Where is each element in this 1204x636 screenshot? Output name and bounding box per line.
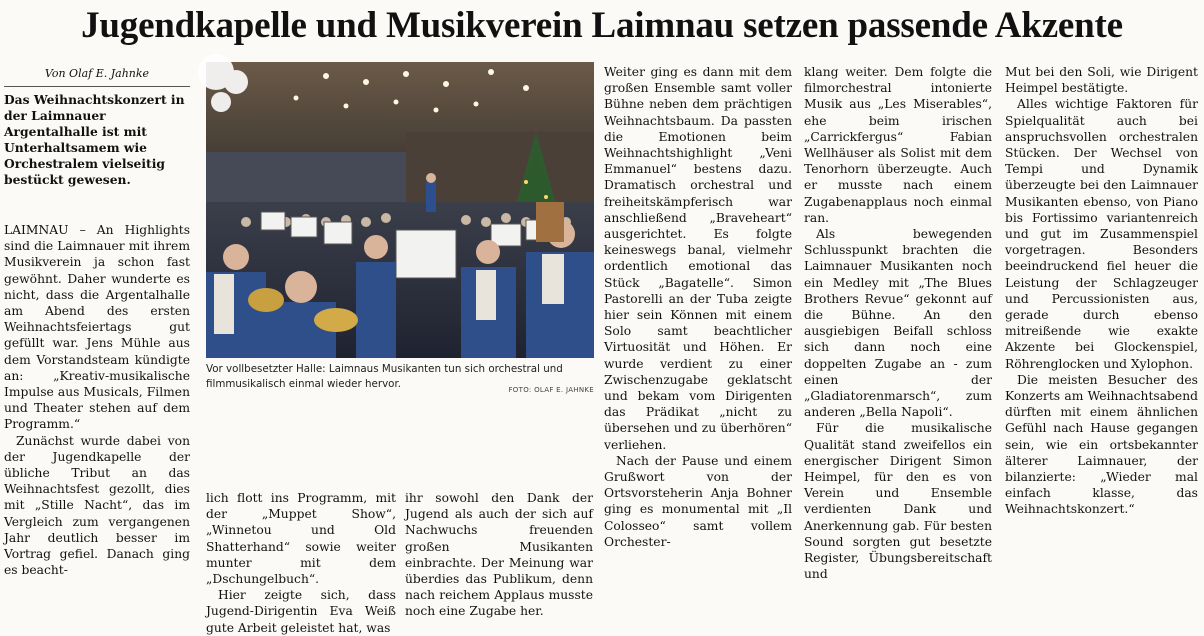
article-column-2: [206, 490, 396, 635]
body-paragraph: Nach der Pause und einem Grußwort von der Ortsvorsteherin Anja Bohner ging es monumental mit „Il Colosseo“ samt vollem Orchester-: [604, 453, 792, 549]
body-paragraph: ihr sowohl den Dank der Jugend als auch der sich auf Nachwuchs freuenden großen Musikanten einbrachte. Der Meinung war überdies das Publikum, denn nach reichem Applaus musste noch eine Zugabe her.: [405, 491, 593, 619]
article-column-5: [804, 64, 992, 582]
body-paragraph: Mut bei den Soli, wie Dirigent Heimpel bestätigte.: [1005, 65, 1198, 96]
article-column-1: [4, 222, 190, 578]
body-paragraph: Weiter ging es dann mit dem großen Ensemble samt voller Bühne neben dem prächtigen Weihnachtsbaum. Da passten die Emotionen beim Weihnachtshighlight „Veni Emmanuel“ bestens dazu. Dramatisch orchestral und freiheitskämpferisch war anschließend „Braveheart“ ausgerichtet. Es folgte keineswegs banal, vielmehr ordentlich emotional das Stück „Bagatelle“. Simon Pastorelli an der Tuba zeigte hier sein Können mit einem Solo samt beachtlicher Virtuosität und Höhen. Er wurde verdient zu einer Zwischenzugabe geklatscht und bekam vom Dirigenten das Prädikat „nicht zu übersehen und zu überhören“ verliehen.: [604, 65, 792, 452]
body-paragraph: lich flott ins Programm, mit der „Muppet Show“, „Winnetou und Old Shatterhand“ sowie weiter munter mit dem „Dschungelbuch“.: [206, 491, 396, 587]
article-column-4: [604, 64, 792, 550]
body-paragraph: Alles wichtige Faktoren für Spielqualität auch bei anspruchsvollen orchestralen Stücken. Der Wechsel von Tempi und Dynamik überzeugte bei den Laimnauer Musikanten ebenso, von Piano bis Fortissimo variantenreich und gut im Zusammenspiel vorgetragen. Besonders beeindruckend fiel heuer die Leistung der Schlagzeuger und Percussionisten aus, gerade durch ebenso mitreißende wie exakte Akzente bei Glockenspiel, Röhrenglocken und Xylophon.: [1005, 97, 1198, 371]
article-column-3: [405, 490, 593, 619]
body-paragraph: Für die musikalische Qualität stand zweifellos ein energischer Dirigent Simon Heimpel, für den es von Verein und Ensemble verdienten Dank und Anerkennung gab. Für besten Sound sorgten gut besetzte Register, Übungsbereitschaft und: [804, 421, 992, 582]
body-paragraph: Hier zeigte sich, dass Jugend-Dirigentin Eva Weiß gute Arbeit geleistet hat, was: [206, 588, 396, 635]
caption-text: Vor vollbesetzter Halle: Laimnaus Musikanten tun sich orchestral und filmmusikalisch einmal wieder hervor.: [206, 363, 563, 390]
body-paragraph: Zunächst wurde dabei von der Jugendkapelle der übliche Tribut an das Weihnachtsfest gezollt, dies mit „Stille Nacht“, das im Vergleich zum vergangenen Jahr deutlich besser im Vortrag gefiel. Danach ging es beacht-: [4, 433, 190, 578]
article-column-6: [1005, 64, 1198, 550]
concert-photo-illustration: [206, 62, 594, 358]
body-paragraph: klang weiter. Dem folgte die filmorchestral intonierte Musik aus „Les Miserables“, ehe beim irischen „Carrickfergus“ Fabian Wellhäuser als Solist mit dem Tenorhorn überzeugte. Auch er musste nach einem Zugabenapplaus noch einmal ran.: [804, 65, 992, 225]
lead-paragraph: Das Weihnachtskonzert in der Laimnauer Argentalhalle ist mit Unterhaltsamem wie Orchestralem vielseitig bestückt gewesen.: [4, 92, 185, 187]
body-paragraph: LAIMNAU – An Highlights sind die Laimnauer mit ihrem Musikverein ja schon fast gewöhnt. Daher wunderte es nicht, dass die Argentalhalle am Abend des ersten Weihnachtsfeiertags gut gefüllt war. Jens Mühle aus dem Vorstandsteam kündigte an: „Kreativ-musikalische Impulse aus Musicals, Filmen und Theater stehen auf dem Programm.“: [4, 223, 190, 432]
byline: Von Olaf E. Jahnke: [4, 64, 190, 87]
photo-caption: [206, 362, 594, 398]
headline: Jugendkapelle und Musikverein Laimnau setzen passende Akzente: [81, 5, 1123, 46]
body-paragraph: Die meisten Besucher des Konzerts am Weihnachtsabend dürften mit einem ähnlichen Gefühl nach Hause gegangen sein, wie ein ortsbekannter älterer Laimnauer, der bilanzierte: „Wieder mal einfach klasse, das Weihnachtskonzert.“: [1005, 372, 1198, 517]
photo-credit: FOTO: OLAF E. JAHNKE: [508, 386, 594, 394]
concert-photo: [206, 62, 594, 358]
body-paragraph: Als bewegenden Schlusspunkt brachten die Laimnauer Musikanten noch ein Medley mit „The Blues Brothers Revue“ gekonnt auf die Bühne. An den ausgiebigen Beifall schloss sich dann noch eine doppelten Zugabe an - zum einen der „Gladiatorenmarsch“, zum anderen „Bella Napoli“.: [804, 227, 992, 420]
